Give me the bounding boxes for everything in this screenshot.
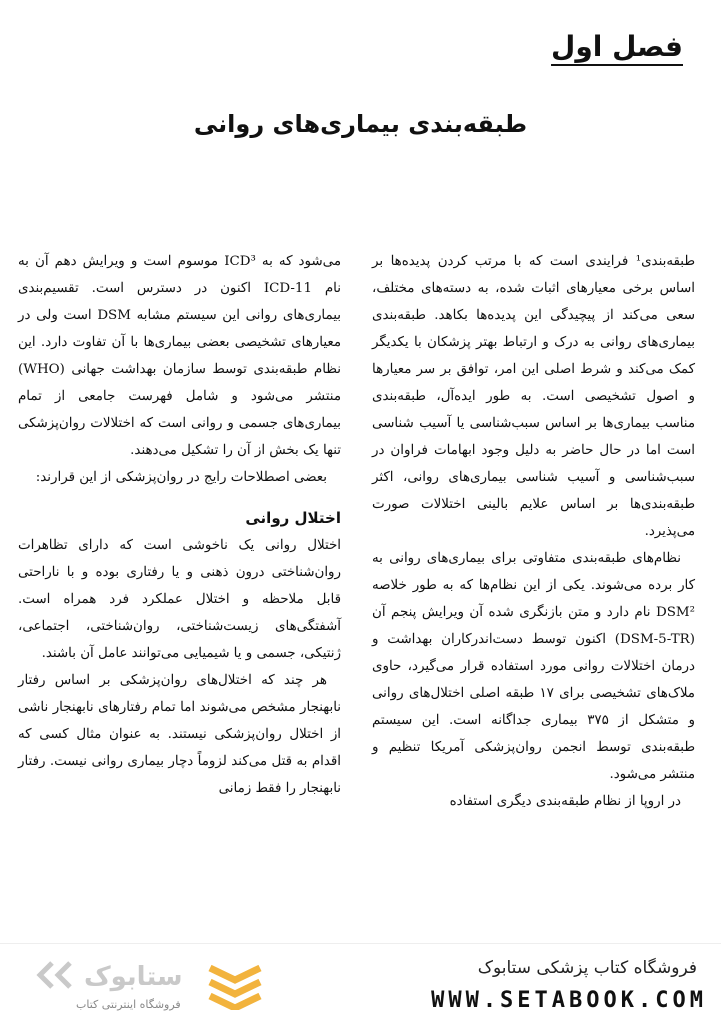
bottom-fade bbox=[0, 870, 721, 950]
left-column bbox=[18, 248, 341, 802]
paragraph: اختلال روانی یک ناخوشی است که دارای تظاهرات روان‌شناختی درون ذهنی و یا رفتاری بوده و با ناراحتی قابل ملاحظه و اختلال عملکرد فرد همراه است. آشفتگی‌های زیست‌شناختی، روان‌شناختی، اجتماعی، ژنتیکی، جسمی و یا شیمیایی می‌توانند عامل آن باشند. bbox=[18, 538, 341, 661]
paragraph: می‌شود که به ICD³ موسوم است و ویرایش دهم آن به نام ICD-11 اکنون در دسترس است. تقسیم‌بندی بیماری‌های روانی این سیستم مشابه DSM است ولی در معیارهای تشخیصی بعضی بیماری‌ها با آن تفاوت دارد. این نظام طبقه‌بندی توسط سازمان بهداشت جهانی (WHO) منتشر می‌شود و شامل فهرست جامعی از تمام بیماری‌های جسمی و روانی است که اختلالات روان‌پزشکی تنها یک بخش از آن را تشکیل می‌دهند. bbox=[18, 254, 342, 458]
store-name: فروشگاه کتاب پزشکی ستابوک bbox=[477, 958, 697, 978]
paragraph: هر چند که اختلال‌های روان‌پزشکی بر اساس رفتار نابهنجار مشخص می‌شوند اما تمام رفتارهای نابهنجار ناشی از اختلال روان‌پزشکی نیستند. به عنوان مثال کسی که اقدام به قتل می‌کند لزوماً دچار بیماری روانی نیست. رفتار نابهنجار را فقط زمانی bbox=[18, 673, 341, 796]
paragraph: بعضی اصطلاحات رایج در روان‌پزشکی از این قرارند: bbox=[35, 470, 327, 485]
store-url-link[interactable]: WWW.SETABOOK.COM bbox=[431, 988, 707, 1013]
page-title: طبقه‌بندی بیماری‌های روانی bbox=[193, 110, 528, 138]
book-stack-icon bbox=[206, 962, 264, 1010]
paragraph: در اروپا از نظام طبقه‌بندی دیگری استفاده bbox=[449, 794, 681, 809]
right-column bbox=[372, 248, 695, 815]
section-heading: اختلال روانی bbox=[245, 509, 341, 527]
logo-brand-text: ستابوک bbox=[84, 962, 183, 992]
paragraph: طبقه‌بندی¹ فرایندی است که با مرتب کردن پدیده‌ها بر اساس برخی معیارهای اثبات شده، به دسته‌های مختلف، سعی می‌کند از پیچیدگی این پدیده‌ها بکاهد. طبقه‌بندی بیماری‌های روانی به درک و ارتباط بهتر پزشکان با یکدیگر کمک می‌کند و شرط اصلی این امر، توافق بر سر معیارها و اصول تشخیصی است. به طور ایده‌آل، طبقه‌بندی مناسب بیماری‌ها بر اساس سبب‌شناسی یا آسیب شناسی است اما در حال حاضر به دلیل وجود ابهامات فراوان در سبب‌شناسی و آسیب شناسی بیماری‌های روانی، اکثر طبقه‌بندی‌ها بر اساس علایم بالینی اختلالات صورت می‌پذیرد. bbox=[372, 254, 695, 539]
paragraph: نظام‌های طبقه‌بندی متفاوتی برای بیماری‌های روانی به کار برده می‌شوند. یکی از این نظام‌ها که به طور خلاصه DSM² نام دارد و متن بازنگری شده آن ویرایش پنجم آن (DSM-5-TR) اکنون توسط دست‌اندرکاران بهداشت و درمان اختلالات روانی مورد استفاده قرار می‌گیرد، حاوی ملاک‌های تشخیصی برای ۱۷ طبقه اصلی اختلال‌های روانی و متشکل از ۳۷۵ بیماری جداگانه است. این سیستم طبقه‌بندی توسط انجمن روان‌پزشکی آمریکا تنظیم و منتشر می‌شود. bbox=[372, 551, 695, 782]
store-footer bbox=[0, 943, 721, 1025]
store-logo[interactable] bbox=[36, 954, 286, 1018]
chapter-heading: فصل اول bbox=[551, 30, 683, 63]
double-arrow-icon bbox=[36, 960, 80, 990]
logo-subtitle: فروشگاه اینترنتی کتاب bbox=[76, 998, 181, 1011]
